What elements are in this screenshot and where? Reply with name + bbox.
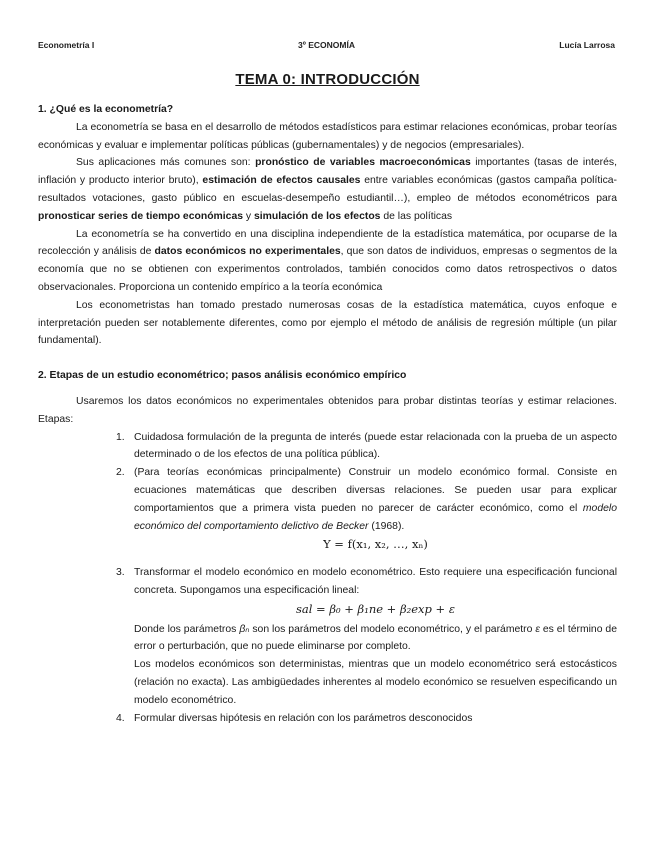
- header-course: Econometría I: [38, 40, 95, 50]
- header-author: Lucía Larrosa: [559, 40, 615, 50]
- section-2-heading: 2. Etapas de un estudio econométrico; pasos análisis económico empírico: [38, 370, 407, 382]
- section-1-paragraph-4: Los econometristas han tomado prestado numerosas cosas de la estadística matemática, cuyos enfoque e interpretación pueden ser notablemente diferentes, como por ejemplo el método de análisis de regresión múltiple (un pilar fundamental).: [38, 299, 617, 347]
- page-header: [38, 40, 615, 52]
- section-2-intro: Usaremos los datos económicos no experimentales obtenidos para probar distintas teorías y estimar relaciones. Etapas:: [38, 395, 617, 425]
- page-title: TEMA 0: INTRODUCCIÓN: [235, 71, 420, 88]
- italic-reference: modelo económico del comportamiento delictivo de Becker: [134, 502, 617, 532]
- list-number: 1.: [116, 431, 125, 443]
- bold-term: datos económicos no experimentales: [154, 246, 341, 258]
- list-text: (Para teorías económicas principalmente) Construir un modelo económico formal. Consiste en ecuaciones matemáticas que describen diversas relaciones. Se pueden usar para explicar comportamientos que a primera vista pueden no parecer de carácter económico, como el modelo económico del comportamiento delictivo de Becker (1968).: [134, 467, 617, 532]
- header-degree: 3º ECONOMÍA: [298, 40, 355, 50]
- list-item: [38, 564, 617, 709]
- list-text-parameters: Donde los parámetros βₙ son los parámetros del modelo econométrico, y el parámetro ε es el término de error o perturbación, que no puede eliminarse por completo.: [134, 623, 617, 653]
- list-text: Formular diversas hipótesis en relación con los parámetros desconocidos: [134, 712, 473, 724]
- list-number: 2.: [116, 467, 125, 479]
- bold-term: pronosticar series de tiempo económicas: [38, 210, 243, 222]
- bold-term: simulación de los efectos: [253, 210, 381, 222]
- section-1-heading: 1. ¿Qué es la econometría?: [38, 104, 174, 115]
- formula-linear-model: sal = β₀ + β₁ne + β₂exp + ε: [295, 601, 456, 616]
- document-body: [38, 101, 617, 727]
- list-text-models: Los modelos económicos son deterministas, mientras que un modelo econométrico será estocásticos (relación no exacta). Las ambigüedades inherentes al modelo económico se resuelven especificando un modelo econométrico.: [134, 659, 617, 706]
- list-text: Transformar el modelo económico en modelo econométrico. Esto requiere una especificación funcional concreta. Supongamos una especificación lineal:: [134, 567, 617, 596]
- list-number: 4.: [116, 712, 125, 724]
- bold-term: estimación de efectos causales: [202, 175, 361, 187]
- beta-symbol: βₙ: [239, 623, 250, 635]
- list-item: [38, 710, 617, 728]
- section-1-paragraph-3: La econometría se ha convertido en una disciplina independiente de la estadística matemática, por ocuparse de la recolección y análisis de datos económicos no experimentales, que son datos de individuos, empresas o segmentos de la economía que no se obtienen con experimentos controlados, también conocidos como datos retrospectivos o datos observacionales. Proporciona un contenido empírico a la teoría económica: [38, 228, 617, 293]
- section-1-paragraph-1: La econometría se basa en el desarrollo de métodos estadísticos para estimar relaciones económicas, probar teorías económicas y evaluar e implementar políticas públicas (gubernamentales) y de negocios (empresariales).: [38, 121, 617, 151]
- epsilon-symbol: ε: [535, 623, 540, 635]
- list-number: 3.: [116, 567, 125, 579]
- section-1-paragraph-2: Sus aplicaciones más comunes son: pronóstico de variables macroeconómicas importantes (tasas de interés, inflación y producto interior bruto), estimación de efectos causales entre variables económicas (gastos campaña política-resultados votaciones, gasto público en escuelas-desempeño estudiantil…), empleo de métodos econométricos para pronosticar series de tiempo económicas y simulación de los efectos de las políticas: [38, 157, 618, 222]
- formula-general-model: Y = f(x₁, x₂, …, xₙ): [323, 537, 428, 552]
- list-item: [38, 464, 617, 554]
- list-text: Cuidadosa formulación de la pregunta de interés (puede estar relacionada con la prueba de un aspecto determinado o de los efectos de una política pública).: [134, 431, 617, 461]
- steps-list: [38, 429, 617, 728]
- list-item: [38, 429, 617, 465]
- bold-term: pronóstico de variables macroeconómicas: [255, 157, 471, 169]
